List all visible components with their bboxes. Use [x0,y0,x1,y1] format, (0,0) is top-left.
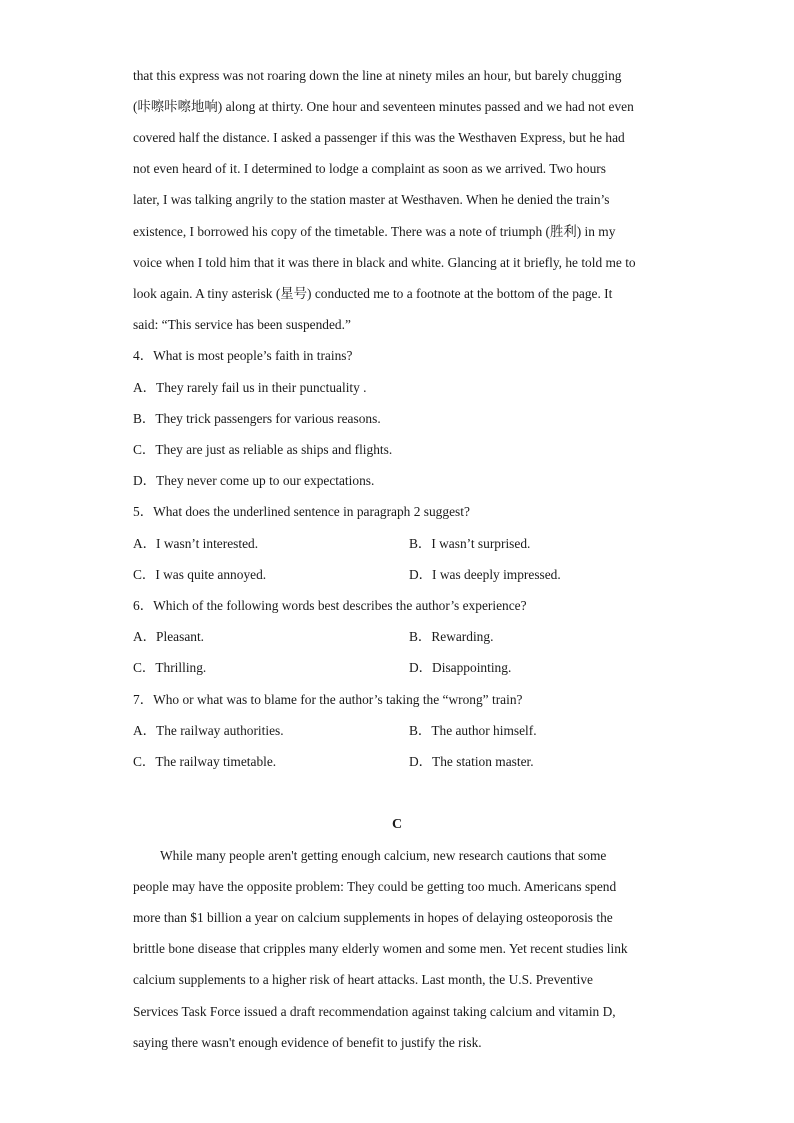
section-heading: C [391,817,403,832]
passage-line: later, I was talking angrily to the station master at Westhaven. When he denied the train’s [133,192,610,207]
passage-line: (咔嚓咔嚓地响) along at thirty. One hour and seventeen minutes passed and we had not even [133,99,634,114]
question-5-option-a: A．I wasn’t interested. [133,536,259,551]
passage-line: people may have the opposite problem: They could be getting too much. Americans spend [133,879,617,894]
question-6-option-a: A．Pleasant. [133,629,205,644]
passage-line: said: “This service has been suspended.” [133,317,351,332]
passage-line: brittle bone disease that cripples many elderly women and some men. Yet recent studies link [133,941,628,956]
question-5-stem: 5．What does the underlined sentence in paragraph 2 suggest? [133,504,470,519]
passage-line: look again. A tiny asterisk (星号) conducted me to a footnote at the bottom of the page. It [133,286,613,301]
question-6-option-b: B．Rewarding. [409,629,494,644]
question-4-option-b: B．They trick passengers for various reasons. [133,411,381,426]
passage-line: more than $1 billion a year on calcium supplements in hopes of delaying osteoporosis the [133,910,613,925]
question-7-option-d: D．The station master. [409,754,534,769]
question-4-option-d: D．They never come up to our expectations. [133,473,375,488]
question-7-stem: 7．Who or what was to blame for the author’s taking the “wrong” train? [133,692,523,707]
question-5-option-b: B．I wasn’t surprised. [409,536,531,551]
question-7-option-b: B．The author himself. [409,723,537,738]
passage-line: that this express was not roaring down the line at ninety miles an hour, but barely chugging [133,68,622,83]
question-7-option-c: C．The railway timetable. [133,754,277,769]
question-4-option-c: C．They are just as reliable as ships and flights. [133,442,393,457]
question-4-stem: 4．What is most people’s faith in trains? [133,348,353,363]
question-6-option-d: D．Disappointing. [409,660,512,675]
passage-line: voice when I told him that it was there in black and white. Glancing at it briefly, he told me to [133,255,636,270]
question-4-option-a: A．They rarely fail us in their punctuality . [133,380,367,395]
question-5-option-c: C．I was quite annoyed. [133,567,267,582]
question-7-option-a: A．The railway authorities. [133,723,284,738]
passage-line: While many people aren't getting enough calcium, new research cautions that some [160,848,607,863]
question-6-option-c: C．Thrilling. [133,660,207,675]
passage-line: Services Task Force issued a draft recommendation against taking calcium and vitamin D, [133,1004,616,1019]
passage-line: existence, I borrowed his copy of the timetable. There was a note of triumph (胜利) in my [133,224,616,239]
question-5-option-d: D．I was deeply impressed. [409,567,561,582]
question-6-stem: 6．Which of the following words best describes the author’s experience? [133,598,527,613]
passage-line: not even heard of it. I determined to lodge a complaint as soon as we arrived. Two hours [133,161,606,176]
passage-line: calcium supplements to a higher risk of heart attacks. Last month, the U.S. Preventive [133,972,594,987]
passage-line: saying there wasn't enough evidence of benefit to justify the risk. [133,1035,482,1050]
passage-line: covered half the distance. I asked a passenger if this was the Westhaven Express, but he had [133,130,625,145]
